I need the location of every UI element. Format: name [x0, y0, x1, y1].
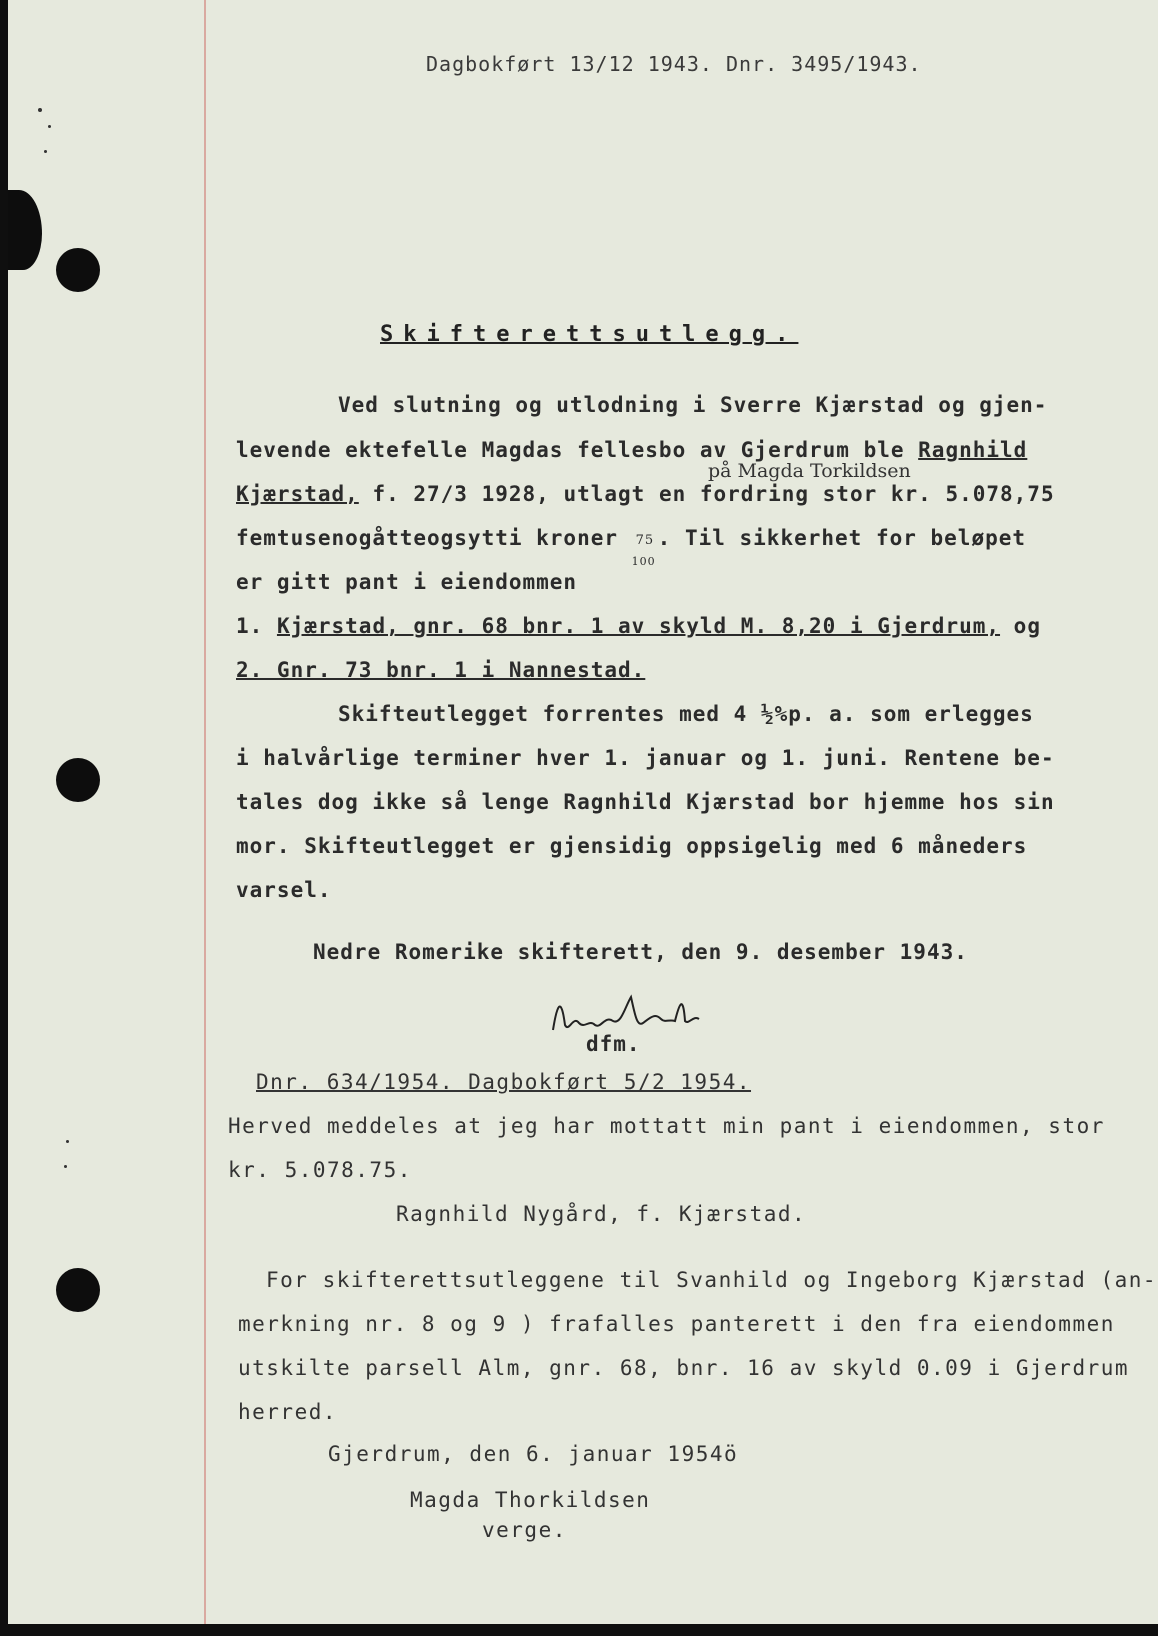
punch-hole — [56, 248, 100, 292]
p1-line5: er gitt pant i eiendommen — [236, 570, 578, 594]
note2-date: Gjerdrum, den 6. januar 1954ö — [328, 1442, 739, 1466]
note2-line2: merkning nr. 8 og 9 ) frafalles panterett i den fra eiendommen — [238, 1312, 1115, 1336]
note2-signer: Magda Thorkildsen — [410, 1488, 651, 1512]
p2-line3: tales dog ikke så lenge Ragnhild Kjærstad bor hjemme hos sin — [236, 790, 1055, 814]
note2-line1: For skifterettsutleggene til Svanhild og Ingeborg Kjærstad (an- — [266, 1268, 1158, 1292]
note2-role: verge. — [482, 1518, 567, 1542]
p2-line2: i halvårlige terminer hver 1. januar og 1. juni. Rentene be- — [236, 746, 1055, 770]
note1-line2: kr. 5.078.75. — [228, 1158, 412, 1182]
note1-line1: Herved meddeles at jeg har mottatt min pant i eiendommen, stor — [228, 1114, 1105, 1138]
handwritten-insert: på Magda Torkildsen — [708, 460, 911, 482]
p1-line4: femtusenogåtteogsytti kroner 75 100 . Til sikkerhet for beløpet — [236, 526, 1027, 568]
speck — [66, 1140, 69, 1143]
speck — [48, 125, 51, 128]
note1-signer: Ragnhild Nygård, f. Kjærstad. — [396, 1202, 807, 1226]
p2-line5: varsel. — [236, 878, 332, 902]
property-item-1: 1. Kjærstad, gnr. 68 bnr. 1 av skyld M. 8,20 i Gjerdrum, og — [236, 614, 1041, 638]
p1-line1: Ved slutning og utlodning i Sverre Kjærstad og gjen- — [338, 393, 1048, 417]
torn-edge — [8, 190, 42, 270]
p2-line4: mor. Skifteutlegget er gjensidig oppsigelig med 6 måneders — [236, 834, 1028, 858]
p1-line3: Kjærstad, f. 27/3 1928, utlagt en fordring stor kr. 5.078,75 — [236, 482, 1055, 506]
p2-line1: Skifteutlegget forrentes med 4 ½%p. a. som erlegges — [338, 702, 1034, 726]
speck — [44, 150, 47, 153]
note1-reference: Dnr. 634/1954. Dagbokført 5/2 1954. — [256, 1070, 752, 1094]
signature-title: dfm. — [586, 1032, 641, 1056]
place-date-line: Nedre Romerike skifterett, den 9. desember 1943. — [313, 940, 968, 964]
note2-line4: herred. — [238, 1400, 338, 1424]
speck — [64, 1165, 67, 1168]
document-page — [8, 0, 1158, 1624]
journal-header: Dagbokført 13/12 1943. Dnr. 3495/1943. — [426, 52, 922, 76]
punch-hole — [56, 1268, 100, 1312]
p1-line2: levende ektefelle Magdas fellesbo av Gjerdrum ble Ragnhild — [236, 438, 1028, 462]
property-item-2: 2. Gnr. 73 bnr. 1 i Nannestad. — [236, 658, 646, 682]
punch-hole — [56, 758, 100, 802]
document-title: Skifterettsutlegg. — [380, 322, 799, 347]
note2-line3: utskilte parsell Alm, gnr. 68, bnr. 16 av skyld 0.09 i Gjerdrum — [238, 1356, 1130, 1380]
margin-rule — [204, 0, 206, 1624]
speck — [38, 108, 42, 112]
